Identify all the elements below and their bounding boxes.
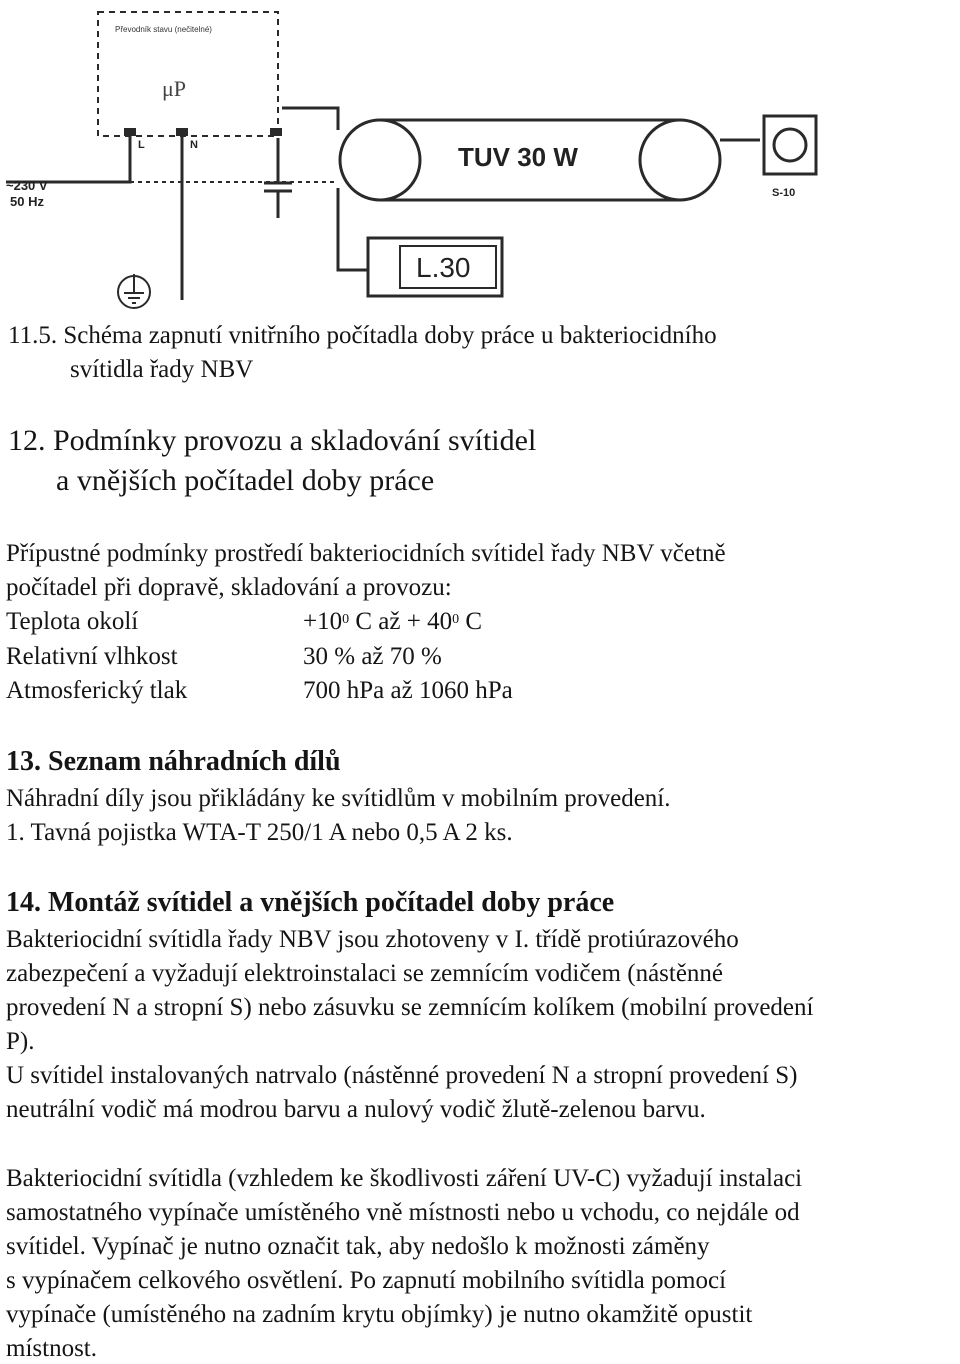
tube-end-left	[340, 120, 420, 200]
section-14-p3-line1: Bakteriocidní svítidla (vzhledem ke škodlivosti záření UV-C) vyžadují instalaci	[6, 1165, 803, 1192]
tube-label: TUV 30 W	[458, 142, 578, 172]
section-13-line1: Náhradní díly jsou přikládány ke svítidlům v mobilním provedení.	[6, 785, 671, 812]
starter-box	[764, 116, 816, 174]
section-14-p3-line4: s vypínačem celkového osvětlení. Po zapnutí mobilního svítidla pomocí	[6, 1267, 727, 1294]
section-14-p3-line2: samostatného vypínače umístěného vně místnosti nebo u vchodu, co nejdále od	[6, 1199, 800, 1226]
starter-label: S-10	[772, 187, 796, 199]
section-14-p3-line5: vypínače (umístěného na zadním krytu objímky) je nutno okamžitě opustit	[6, 1301, 753, 1328]
section-14-p1-line4: P).	[6, 1028, 35, 1055]
wiring-diagram	[0, 0, 960, 310]
section-14-p1-line3: provedení N a stropní S) nebo zásuvku se zemnícím kolíkem (mobilní provedení	[6, 994, 814, 1021]
tube-end-right	[640, 120, 720, 200]
section-14-p2-line2: neutrální vodič má modrou barvu a nulový vodič žlutě-zelenou barvu.	[6, 1096, 706, 1123]
condition-pressure-value: 700 hPa až 1060 hPa	[303, 677, 513, 704]
conditions-intro-line2: počítadel při dopravě, skladování a provozu:	[6, 574, 452, 601]
supply-voltage-label: ~230 V	[6, 178, 48, 193]
section-12-heading-line1: 12. Podmínky provozu a skladování svítidel	[8, 424, 537, 457]
wire-l	[6, 132, 130, 182]
starter-circle	[774, 129, 806, 161]
figure-caption-line2: svítidla řady NBV	[70, 356, 254, 383]
counter-label: L.30	[416, 252, 471, 283]
section-14-p1-line2: zabezpečení a vyžadují elektroinstalaci se zemnícím vodičem (nástěnné	[6, 960, 724, 987]
capacitor	[264, 138, 292, 218]
n-label: N	[190, 139, 198, 151]
figure-caption-line1: 11.5. Schéma zapnutí vnitřního počítadla doby práce u bakteriocidního	[8, 322, 717, 349]
controller-caption: Převodník stavu (nečitelné)	[115, 25, 212, 34]
section-13-line2: 1. Tavná pojistka WTA-T 250/1 A nebo 0,5 A 2 ks.	[6, 819, 513, 846]
section-12-heading-line2: a vnějších počítadel doby práce	[56, 464, 435, 497]
section-14-p3-line6: místnost.	[6, 1335, 97, 1362]
condition-temperature-value: $+10^0$ C až + $40^0$ C	[303, 608, 483, 635]
condition-humidity-label: Relativní vlhkost	[6, 643, 178, 670]
wire-top	[282, 108, 338, 130]
wire-bottom	[338, 188, 368, 270]
condition-temperature-label: Teplota okolí	[6, 608, 139, 635]
section-14-heading: 14. Montáž svítidel a vnějších počítadel doby práce	[6, 887, 615, 918]
l-label: L	[138, 139, 145, 151]
condition-humidity-value: 30 % až 70 %	[303, 643, 442, 670]
section-14-p1-line1: Bakteriocidní svítidla řady NBV jsou zhotoveny v I. třídě protiúrazového	[6, 926, 739, 953]
section-14-p3-line3: svítidel. Vypínač je nutno označit tak, aby nedošlo k možnosti záměny	[6, 1233, 710, 1260]
section-14-p2-line1: U svítidel instalovaných natrvalo (nástěnné provedení N a stropní provedení S)	[6, 1062, 798, 1089]
section-13-heading: 13. Seznam náhradních dílů	[6, 746, 341, 777]
condition-pressure-label: Atmosferický tlak	[6, 677, 188, 704]
supply-frequency-label: 50 Hz	[10, 194, 44, 209]
conditions-intro-line1: Přípustné podmínky prostředí bakteriocidních svítidel řady NBV včetně	[6, 540, 726, 567]
mp-label: μP	[162, 76, 187, 101]
